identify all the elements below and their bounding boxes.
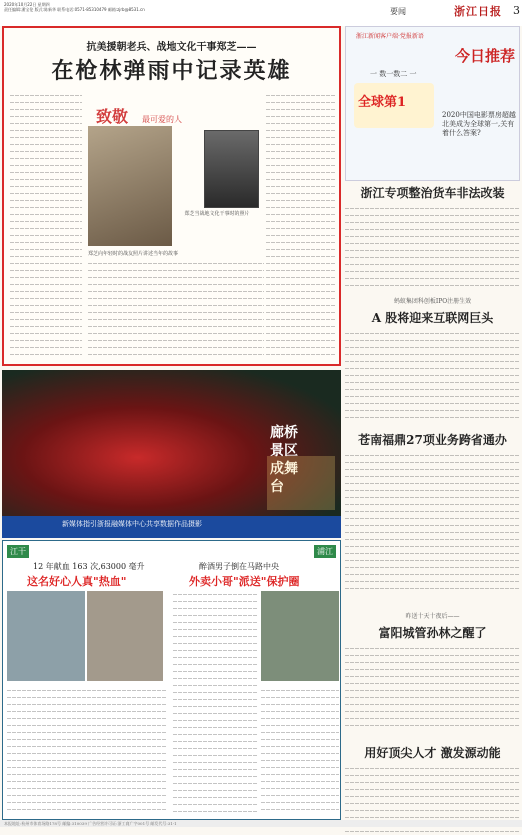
promo-title: 今日推荐 <box>454 47 515 65</box>
news-story-2-sub: 蚂蚁集团科创板IPO注册生效 <box>393 298 472 305</box>
local-story-left-photo <box>7 591 85 681</box>
masthead-meta <box>4 2 145 12</box>
local-news-section <box>2 540 341 820</box>
feature-photo-caption-box <box>267 456 335 510</box>
news-story-3[interactable] <box>345 431 520 602</box>
lead-portrait <box>204 130 259 208</box>
lead-text-col-4 <box>266 92 336 362</box>
app-promo-box[interactable] <box>345 26 520 181</box>
local-story-right-body-1 <box>173 591 257 815</box>
news-story-3-body <box>345 452 520 602</box>
section-label: 要闻 <box>390 7 406 16</box>
news-story-1-body <box>345 205 520 295</box>
news-story-4-title[interactable]: 富阳城管孙林之醒了 <box>378 626 487 640</box>
lead-portrait-caption: 郑芝当战地文化干事时的照片 <box>184 211 250 217</box>
feature-photo-title: 廊桥景区成舞台 <box>270 425 298 495</box>
promo-banner-text: 全球第1 <box>358 95 407 110</box>
promo-description: 2020中国电影票房超越北美成为全球第一,关有着什么答案? <box>442 111 516 137</box>
meta-contact: 责任编辑:潘宝伦 版式:陈新华 联系电话:0571-85310479 邮箱:zjrb@8531.cn <box>4 7 145 12</box>
local-story-left-sub: 12 年献血 163 次,63000 毫升 <box>33 562 145 571</box>
local-story-right-title[interactable]: 外卖小哥"派送"保护圈 <box>189 575 300 588</box>
local-story-right-photo <box>261 591 339 681</box>
promo-number-line: 一 数一数二 一 <box>370 70 417 78</box>
right-column <box>345 26 520 826</box>
lead-text-bottom <box>88 260 264 362</box>
promo-app-name: 浙江新闻客户端·党报新语 <box>356 33 424 40</box>
lead-headline[interactable]: 在枪林弹雨中记录英雄 <box>51 58 292 84</box>
page-number: 3 <box>513 4 520 17</box>
local-story-left-title[interactable]: 这名好心人真"热血" <box>27 575 127 588</box>
local-story-left-photo-2 <box>87 591 163 681</box>
news-story-1-title[interactable]: 浙江专项整治货车非法改装 <box>360 186 505 200</box>
lead-text-col-1 <box>10 92 82 362</box>
meta-date: 2020年10月22日 星期四 <box>4 2 50 7</box>
lead-tag-sub: 最可爱的人 <box>142 115 182 124</box>
city-tag-right: 浦江 <box>314 545 336 558</box>
page-footer: 本报地址:杭州市体育场路178号 邮编:310039 广告经营许可证:浙工商广字001号 邮发代号:31-1 <box>0 820 522 827</box>
lead-tag: 致敬 <box>96 107 129 126</box>
local-story-right-sub: 醉酒男子倒在马路中央 <box>199 562 279 571</box>
lead-story[interactable] <box>2 26 341 366</box>
news-story-2-body <box>345 330 520 425</box>
news-story-4[interactable] <box>345 611 520 735</box>
feature-photo <box>2 370 341 516</box>
news-story-4-body <box>345 645 520 735</box>
paper-name: 浙江日报 <box>454 5 502 18</box>
news-story-5-title[interactable]: 用好顶尖人才 激发源动能 <box>364 746 501 760</box>
news-story-3-title[interactable]: 苍南福鼎27项业务跨省通办 <box>358 433 507 447</box>
media-banner-text: 新媒体指引浙报融媒体中心共享数据作品摄影 <box>62 520 202 528</box>
news-story-4-sub: 昨送十天十夜后—— <box>405 613 460 620</box>
news-story-2[interactable] <box>345 296 520 425</box>
news-story-1[interactable] <box>345 184 520 295</box>
lead-photo-caption: 郑芝向年轻时的战友照片讲述当年的故事 <box>88 251 179 257</box>
news-story-2-title[interactable]: A 股将迎来互联网巨头 <box>371 311 494 325</box>
media-banner <box>2 516 341 538</box>
local-story-right-body-2 <box>261 687 339 815</box>
lead-kicker: 抗美援朝老兵、战地文化干事郑芝—— <box>86 42 257 53</box>
city-tag-left: 江干 <box>7 545 29 558</box>
masthead <box>0 0 522 26</box>
local-story-left-body <box>7 687 167 815</box>
lead-photo-elder <box>88 126 172 246</box>
